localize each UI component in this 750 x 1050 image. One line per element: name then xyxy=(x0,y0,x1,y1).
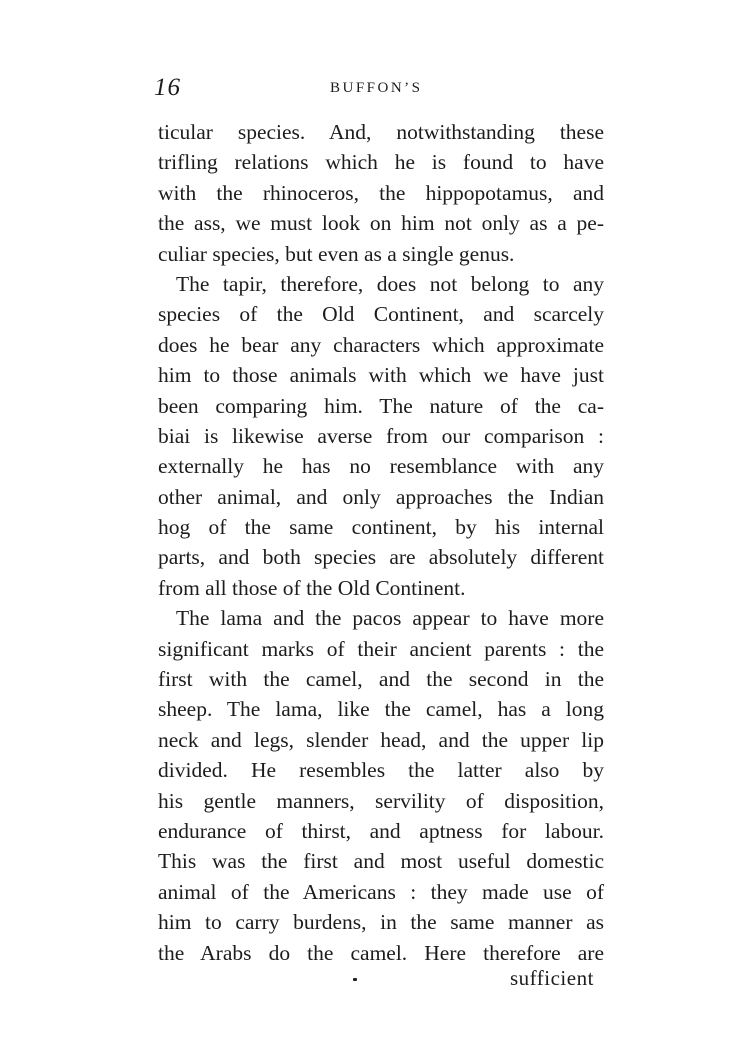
catchword: sufficient xyxy=(510,966,594,990)
text-line: other animal, and only approaches the Indian xyxy=(158,484,604,509)
text-line: sheep. The lama, like the camel, has a long xyxy=(158,697,604,722)
text-line: biai is likewise averse from our comparison : xyxy=(158,423,604,448)
text-line: culiar species, but even as a single genus. xyxy=(158,241,515,266)
ink-speck xyxy=(353,978,357,981)
text-line: been comparing him. The nature of the ca- xyxy=(158,393,604,418)
text-line: This was the first and most useful domestic xyxy=(158,849,604,874)
text-line: with the rhinoceros, the hippopotamus, and xyxy=(158,180,604,205)
text-line: neck and legs, slender head, and the upper lip xyxy=(158,727,604,752)
text-line: externally he has no resemblance with any xyxy=(158,454,604,479)
text-line: endurance of thirst, and aptness for labour. xyxy=(158,818,604,843)
text-line: first with the camel, and the second in the xyxy=(158,667,604,692)
text-line: does he bear any characters which approximate xyxy=(158,332,604,357)
text-line: The lama and the pacos appear to have more xyxy=(176,606,604,631)
text-line: the ass, we must look on him not only as a pe- xyxy=(158,211,604,236)
text-line: his gentle manners, servility of disposition, xyxy=(158,788,604,813)
running-title: BUFFON’S xyxy=(330,80,423,96)
text-line: ticular species. And, notwithstanding these xyxy=(158,120,604,144)
text-line: species of the Old Continent, and scarcely xyxy=(158,302,604,327)
text-line: The tapir, therefore, does not belong to any xyxy=(176,271,604,296)
text-line: from all those of the Old Continent. xyxy=(158,575,466,600)
text-line: parts, and both species are absolutely different xyxy=(158,545,604,570)
body-text xyxy=(158,117,604,968)
text-line: significant marks of their ancient parents : the xyxy=(158,636,604,661)
text-line: the Arabs do the camel. Here therefore are xyxy=(158,940,604,965)
text-line: hog of the same continent, by his internal xyxy=(158,515,604,540)
text-line: animal of the Americans : they made use of xyxy=(158,879,604,904)
text-line: him to carry burdens, in the same manner as xyxy=(158,910,604,935)
text-line: divided. He resembles the latter also by xyxy=(158,758,604,783)
text-line: him to those animals with which we have just xyxy=(158,363,604,388)
text-line: trifling relations which he is found to have xyxy=(158,150,604,175)
running-head xyxy=(150,74,610,108)
page-number: 16 xyxy=(154,74,181,101)
